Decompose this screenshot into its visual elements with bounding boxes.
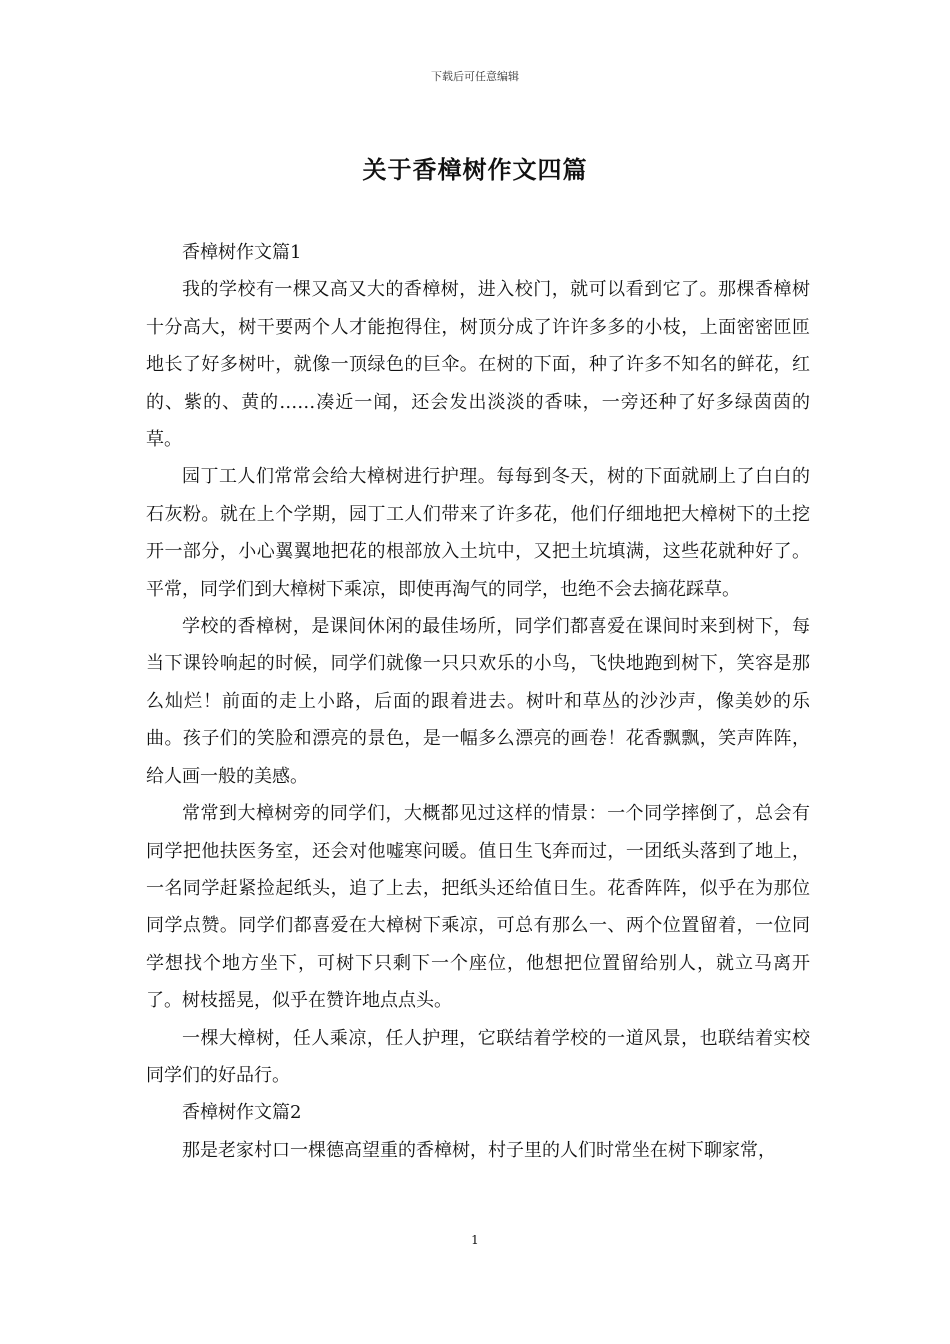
page-header-note: 下载后可任意编辑 xyxy=(431,70,519,83)
section-heading-2: 香樟树作文篇2 xyxy=(182,1102,302,1124)
section-heading-1: 香樟树作文篇1 xyxy=(182,242,302,263)
paragraph: 我的学校有一棵又高又大的香樟树，进入校门，就可以看到它了。那棵香樟树十分高大，树干要两个人才能抱得住，树顶分成了许许多多的小枝，上面密密匝匝地长了好多树叶，就像一顶绿色的巨伞。在树的下面，种了许多不知名的鲜花，红的、紫的、黄的……凑近一闻，还会发出淡淡的香味，一旁还种了好多绿茵茵的草。 xyxy=(146,279,810,451)
document-body xyxy=(146,234,810,1169)
paragraph: 一棵大樟树，任人乘凉，任人护理，它联结着学校的一道风景，也联结着实校同学们的好品行。 xyxy=(146,1027,810,1086)
paragraph: 常常到大樟树旁的同学们，大概都见过这样的情景：一个同学摔倒了，总会有同学把他扶医务室，还会对他嘘寒问暖。值日生飞奔而过，一团纸头落到了地上，一名同学赶紧捡起纸头，追了上去，把纸头还给值日生。花香阵阵，似乎在为那位同学点赞。同学们都喜爱在大樟树下乘凉，可总有那么一、两个位置留着，一位同学想找个地方坐下，可树下只剩下一个座位，他想把位置留给别人，就立马离开了。树枝摇晃，似乎在赞许地点点头。 xyxy=(146,803,810,1012)
paragraph: 那是老家村口一棵德高望重的香樟树，村子里的人们时常坐在树下聊家常， xyxy=(182,1139,776,1161)
document-title: 关于香樟树作文四篇 xyxy=(362,155,588,184)
page-number: 1 xyxy=(471,1233,479,1247)
paragraph: 学校的香樟树，是课间休闲的最佳场所，同学们都喜爱在课间时来到树下，每当下课铃响起的时候，同学们就像一只只欢乐的小鸟，飞快地跑到树下，笑容是那么灿烂！前面的走上小路，后面的跟着进去。树叶和草丛的沙沙声，像美妙的乐曲。孩子们的笑脸和漂亮的景色，是一幅多么漂亮的画卷！花香飘飘，笑声阵阵，给人画一般的美感。 xyxy=(146,616,810,787)
paragraph: 园丁工人们常常会给大樟树进行护理。每每到冬天，树的下面就刷上了白白的石灰粉。就在上个学期，园丁工人们带来了许多花，他们仔细地把大樟树下的土挖开一部分，小心翼翼地把花的根部放入土坑中，又把土坑填满，这些花就种好了。平常，同学们到大樟树下乘凉，即使再淘气的同学，也绝不会去摘花踩草。 xyxy=(146,466,810,600)
